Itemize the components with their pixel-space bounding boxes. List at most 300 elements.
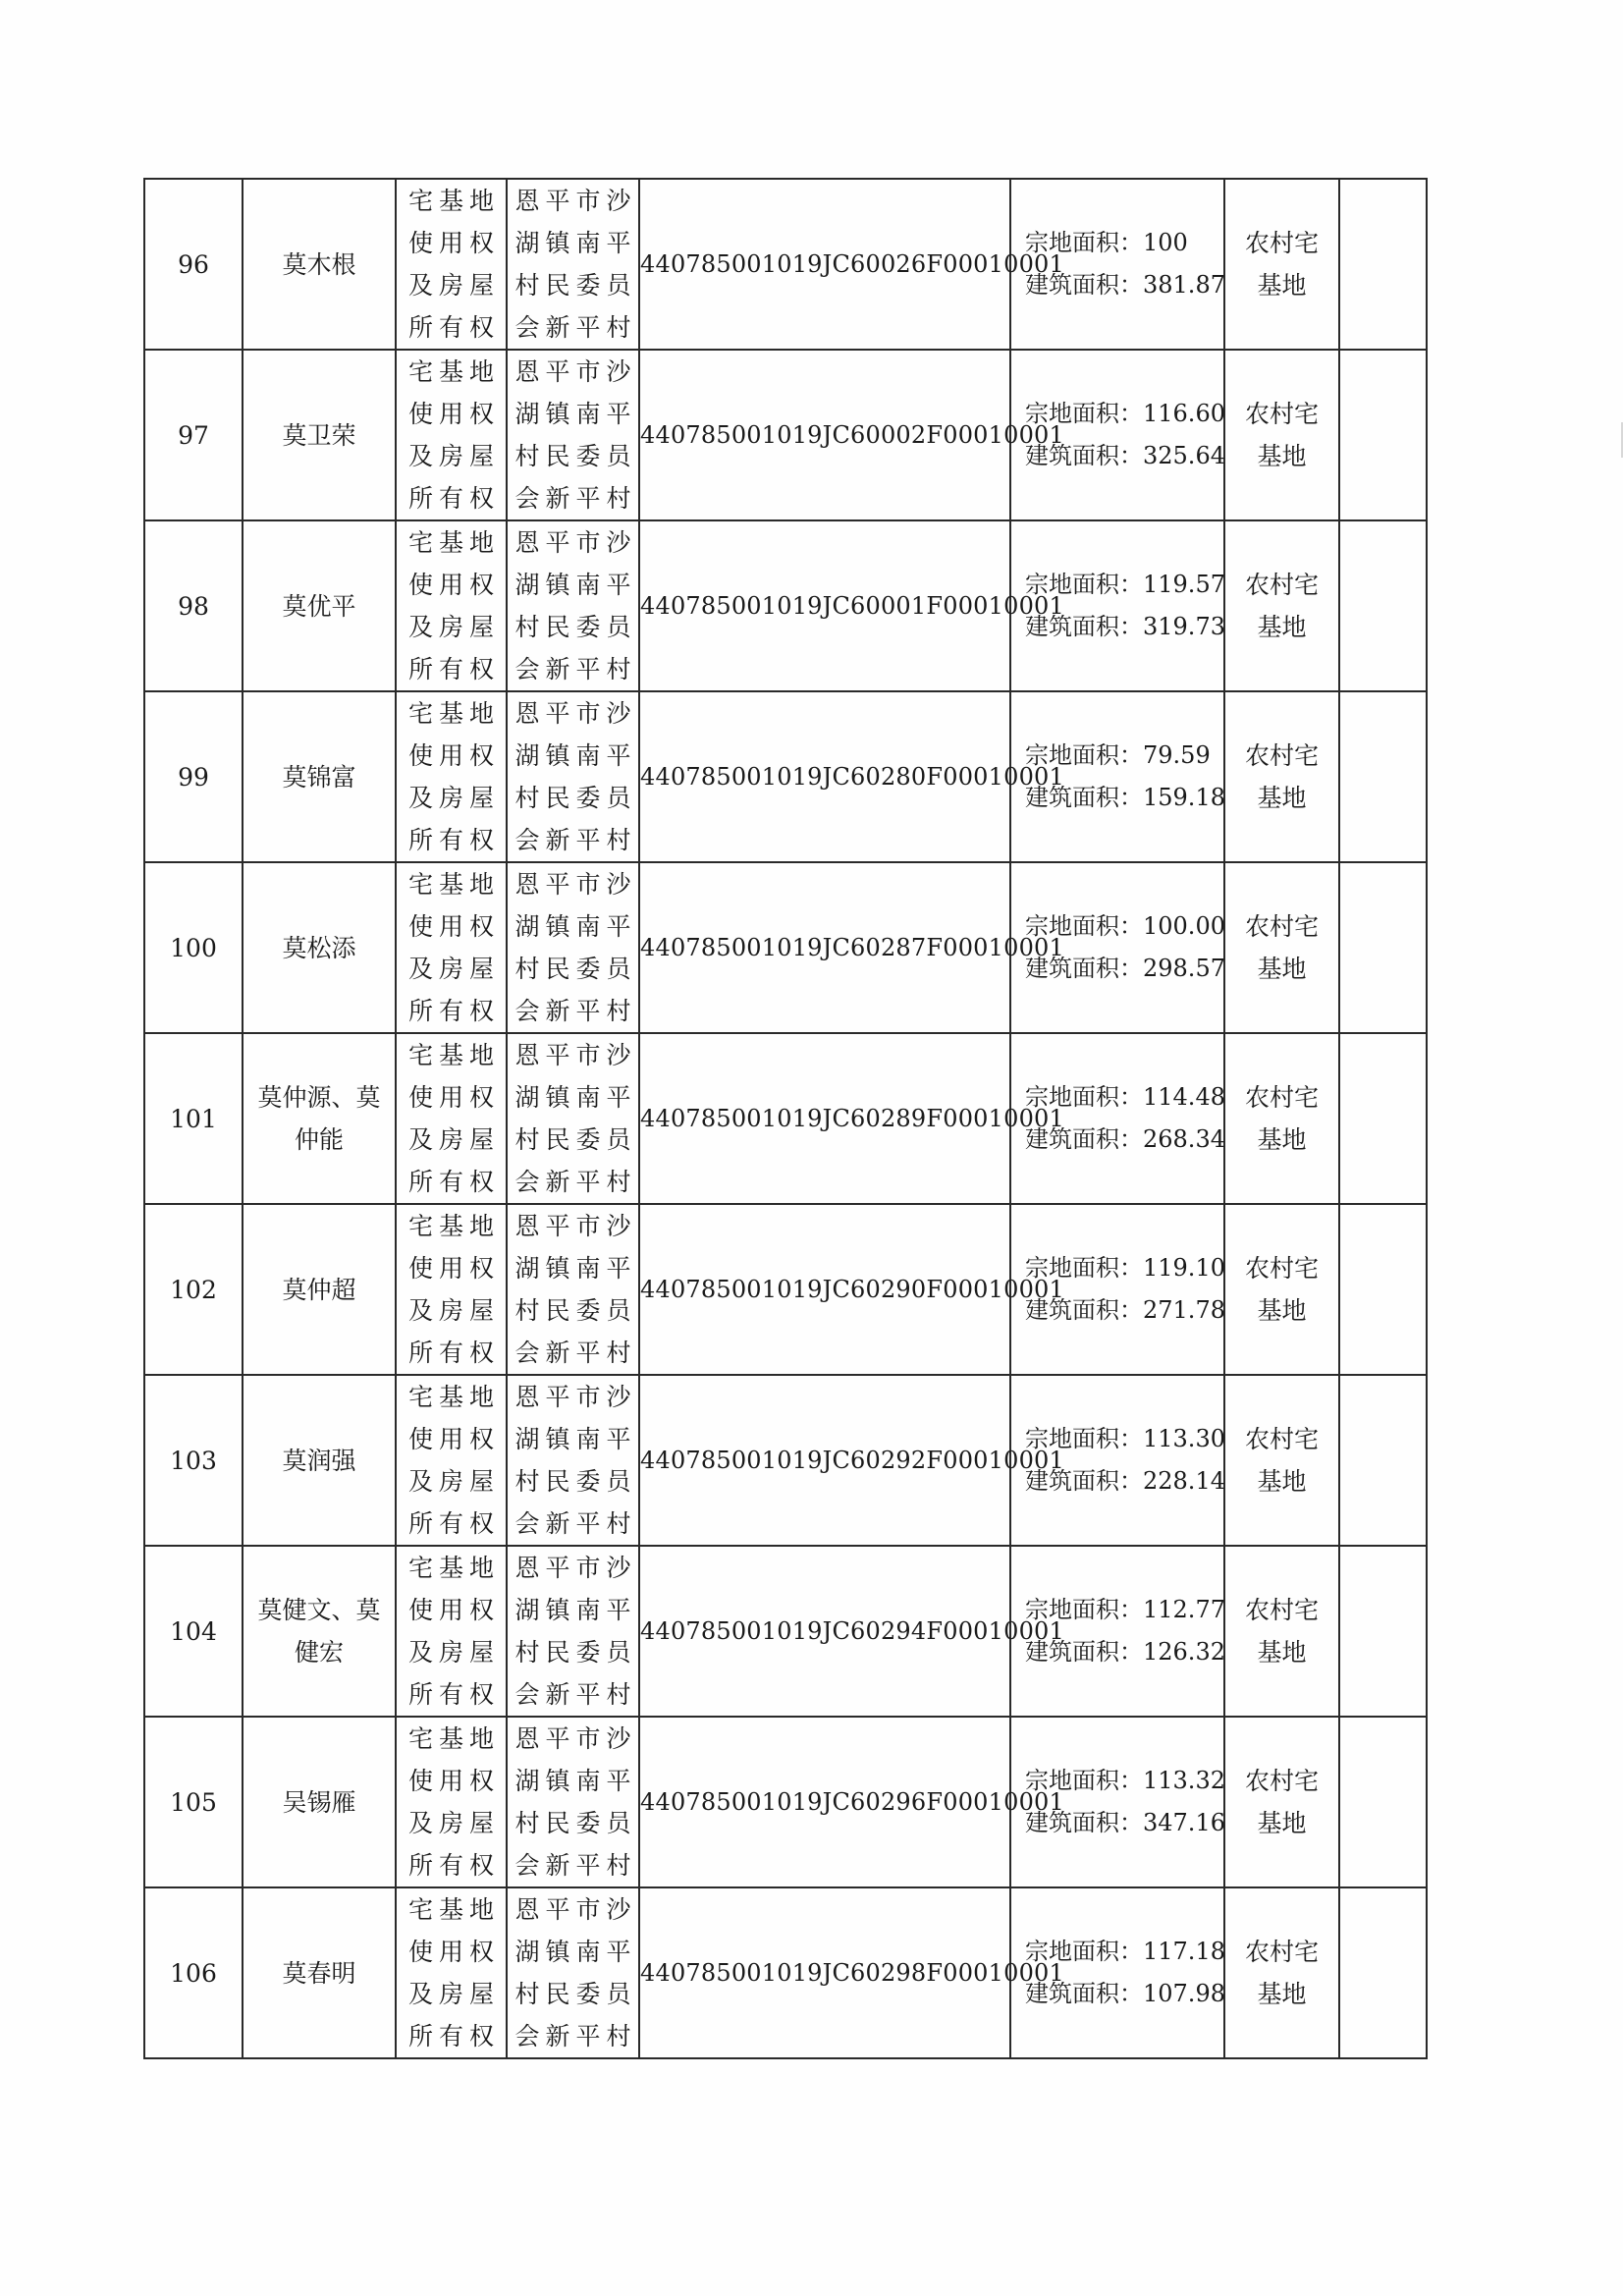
right-type-line: 及房屋 [407,442,500,470]
owner-org-line: 村民委员 [514,1125,637,1154]
owner-org [509,1888,636,2057]
area-cell [1010,1887,1224,2058]
owner-name-cell [243,520,396,691]
right-type-line: 宅基地 [407,1724,500,1753]
owner-org [509,863,636,1032]
building-area-value: 107.98 [1143,1980,1225,2007]
row-number: 103 [144,1375,243,1546]
parcel-area-line [1011,1589,1223,1631]
building-area-value: 319.73 [1143,613,1225,640]
unit-code-cell [639,1375,1064,1546]
right-type-cell [396,1375,507,1546]
remarks-cell [1339,1887,1427,2058]
land-use-cell [1224,350,1339,520]
building-area-value: 159.18 [1143,784,1225,811]
land-use-line: 农村宅 [1244,1596,1319,1624]
table-row [144,691,1427,862]
table-row [144,1375,1427,1546]
right-type [403,1888,500,2057]
owner-name-cell [243,1887,396,2058]
table-row [144,1546,1427,1717]
owner-org-cell [507,691,639,862]
owner-name: 莫仲超 [282,1275,356,1304]
owner-org-line: 会新平村 [514,1509,637,1538]
right-type-line: 使用权 [407,400,500,428]
owner-org-line: 会新平村 [514,997,637,1025]
owner-name: 莫优平 [282,591,356,621]
owner-org-line: 村民委员 [514,1809,637,1837]
right-type-cell [396,1033,507,1204]
owner-org-line: 会新平村 [514,1851,637,1880]
land-use-cell [1224,1204,1339,1375]
unit-code: 440785001019JC60298F00010001 [640,1959,1064,1987]
remarks-cell [1339,1033,1427,1204]
table-row [144,1204,1427,1375]
land-use-cell [1224,1887,1339,2058]
parcel-area-line [1011,905,1223,948]
parcel-area-value: 79.59 [1143,741,1211,769]
property-register-table [143,178,1428,2059]
right-type-line: 及房屋 [407,1980,500,2008]
building-area-value: 347.16 [1143,1809,1225,1836]
owner-org-line: 恩平市沙 [514,1724,637,1753]
right-type-cell [396,179,507,350]
table-row [144,1887,1427,2058]
table-row [144,1717,1427,1887]
right-type-line: 使用权 [407,571,500,599]
right-type [403,1034,500,1203]
right-type-line: 及房屋 [407,784,500,812]
building-area-line [1011,1973,1223,2015]
owner-org [509,1718,636,1886]
remarks-cell [1339,520,1427,691]
parcel-area-label: 宗地面积： [1025,1083,1143,1111]
parcel-area-value: 117.18 [1143,1938,1225,1965]
owner-name-cell [243,862,396,1033]
land-use-line: 农村宅 [1244,1938,1319,1966]
area-cell [1010,1204,1224,1375]
building-area-label: 建筑面积： [1025,1980,1143,2007]
right-type [403,863,500,1032]
parcel-area-value: 116.60 [1143,400,1225,427]
land-use-line: 基地 [1257,1809,1307,1837]
right-type-line: 所有权 [407,1851,500,1880]
building-area-value: 381.87 [1143,271,1225,299]
land-use-cell [1224,179,1339,350]
owner-name-cell [243,1204,396,1375]
owner-org-line: 村民委员 [514,442,637,470]
owner-org-cell [507,350,639,520]
owner-org-line: 会新平村 [514,2022,637,2050]
owner-name: 莫仲源、莫仲能 [257,1083,381,1154]
right-type-line: 及房屋 [407,1296,500,1325]
building-area-value: 271.78 [1143,1296,1225,1324]
owner-org-cell [507,1717,639,1887]
owner-org-line: 会新平村 [514,1680,637,1709]
right-type-line: 宅基地 [407,1895,500,1924]
unit-code-cell [639,862,1064,1033]
owner-org [509,1034,636,1203]
right-type-line: 使用权 [407,912,500,941]
owner-org-line: 村民委员 [514,1467,637,1496]
right-type-line: 宅基地 [407,1041,500,1069]
land-use-line: 基地 [1257,1296,1307,1325]
parcel-area-label: 宗地面积： [1025,400,1143,427]
building-area-label: 建筑面积： [1025,1467,1143,1495]
right-type-line: 及房屋 [407,613,500,641]
owner-org-line: 湖镇南平 [514,571,637,599]
owner-name-cell [243,1033,396,1204]
parcel-area-value: 113.32 [1143,1767,1225,1794]
land-use-line: 基地 [1257,955,1307,983]
owner-org-line: 湖镇南平 [514,1425,637,1453]
land-use-cell [1224,1546,1339,1717]
land-use-line: 基地 [1257,271,1307,300]
owner-org-line: 湖镇南平 [514,1254,637,1283]
table-body [144,179,1427,2058]
remarks-cell [1339,691,1427,862]
building-area-line [1011,606,1223,648]
land-use-line: 农村宅 [1244,571,1319,599]
building-area-label: 建筑面积： [1025,1638,1143,1666]
owner-org-cell [507,1204,639,1375]
row-number: 105 [144,1717,243,1887]
unit-code-cell [639,1204,1064,1375]
owner-org-line: 村民委员 [514,784,637,812]
parcel-area-line [1011,1076,1223,1119]
owner-org-line: 村民委员 [514,1296,637,1325]
owner-org [509,180,636,349]
unit-code-cell [639,520,1064,691]
right-type [403,692,500,861]
parcel-area-line [1011,564,1223,606]
area-cell [1010,1717,1224,1887]
owner-name: 莫春明 [282,1958,356,1988]
parcel-area-line [1011,1760,1223,1802]
owner-org-line: 湖镇南平 [514,1767,637,1795]
owner-org [509,521,636,690]
building-area-value: 228.14 [1143,1467,1225,1495]
parcel-area-line [1011,1931,1223,1973]
row-number: 96 [144,179,243,350]
unit-code: 440785001019JC60292F00010001 [640,1447,1064,1474]
unit-code-cell [639,179,1064,350]
right-type-line: 宅基地 [407,528,500,557]
right-type-line: 使用权 [407,1767,500,1795]
owner-org-line: 湖镇南平 [514,229,637,257]
owner-org-line: 恩平市沙 [514,1554,637,1582]
land-use-line: 农村宅 [1244,1083,1319,1112]
right-type-line: 宅基地 [407,1212,500,1240]
unit-code: 440785001019JC60026F00010001 [640,250,1064,278]
building-area-line [1011,1460,1223,1503]
right-type [403,351,500,519]
parcel-area-label: 宗地面积： [1025,229,1143,256]
parcel-area-line [1011,735,1223,777]
right-type-line: 及房屋 [407,1809,500,1837]
right-type [403,1205,500,1374]
owner-org-cell [507,1033,639,1204]
parcel-area-value: 100 [1143,229,1188,256]
right-type-cell [396,691,507,862]
row-number: 100 [144,862,243,1033]
building-area-label: 建筑面积： [1025,1809,1143,1836]
parcel-area-value: 114.48 [1143,1083,1225,1111]
parcel-area-label: 宗地面积： [1025,1938,1143,1965]
right-type-line: 及房屋 [407,1467,500,1496]
right-type-line: 宅基地 [407,1383,500,1411]
right-type-line: 使用权 [407,1083,500,1112]
row-number: 102 [144,1204,243,1375]
owner-org [509,351,636,519]
owner-org-line: 村民委员 [514,955,637,983]
unit-code-cell [639,1717,1064,1887]
land-use-line: 基地 [1257,1467,1307,1496]
remarks-cell [1339,179,1427,350]
owner-name: 莫锦富 [282,762,356,792]
land-use-line: 农村宅 [1244,912,1319,941]
building-area-value: 126.32 [1143,1638,1225,1666]
right-type-line: 所有权 [407,313,500,342]
table-row [144,350,1427,520]
land-use-line: 农村宅 [1244,229,1319,257]
unit-code: 440785001019JC60289F00010001 [640,1105,1064,1132]
remarks-cell [1339,350,1427,520]
right-type-line: 宅基地 [407,870,500,899]
row-number: 106 [144,1887,243,2058]
owner-org [509,1205,636,1374]
right-type-line: 所有权 [407,1680,500,1709]
right-type-line: 使用权 [407,1596,500,1624]
unit-code: 440785001019JC60287F00010001 [640,934,1064,961]
owner-name: 莫润强 [282,1446,356,1475]
row-number: 97 [144,350,243,520]
table-row [144,862,1427,1033]
parcel-area-value: 100.00 [1143,912,1225,940]
owner-org-line: 会新平村 [514,655,637,683]
owner-org-line: 湖镇南平 [514,1596,637,1624]
land-use-line: 基地 [1257,784,1307,812]
right-type-line: 所有权 [407,655,500,683]
building-area-value: 298.57 [1143,955,1225,982]
owner-name-cell [243,350,396,520]
right-type-line: 所有权 [407,1339,500,1367]
owner-org-cell [507,179,639,350]
land-use-line: 基地 [1257,1980,1307,2008]
owner-name-cell [243,691,396,862]
right-type-cell [396,520,507,691]
owner-org-cell [507,520,639,691]
row-number: 98 [144,520,243,691]
right-type [403,521,500,690]
right-type-cell [396,1887,507,2058]
area-cell [1010,350,1224,520]
area-cell [1010,179,1224,350]
unit-code: 440785001019JC60294F00010001 [640,1617,1064,1645]
building-area-line [1011,1631,1223,1673]
building-area-line [1011,264,1223,306]
owner-org-line: 会新平村 [514,313,637,342]
parcel-area-line [1011,393,1223,435]
unit-code-cell [639,1887,1064,2058]
land-use-cell [1224,1033,1339,1204]
right-type-line: 使用权 [407,229,500,257]
right-type-line: 及房屋 [407,1125,500,1154]
owner-org-line: 村民委员 [514,1638,637,1667]
owner-name: 莫卫荣 [282,420,356,450]
table-row [144,179,1427,350]
right-type-cell [396,1546,507,1717]
land-use-line: 农村宅 [1244,1425,1319,1453]
area-cell [1010,862,1224,1033]
land-use-line: 基地 [1257,613,1307,641]
right-type-line: 使用权 [407,1425,500,1453]
owner-org-line: 会新平村 [514,1168,637,1196]
land-use-line: 农村宅 [1244,741,1319,770]
owner-org-line: 恩平市沙 [514,187,637,215]
right-type-cell [396,1717,507,1887]
owner-org-cell [507,862,639,1033]
area-cell [1010,520,1224,691]
building-area-label: 建筑面积： [1025,955,1143,982]
building-area-label: 建筑面积： [1025,271,1143,299]
owner-org-line: 湖镇南平 [514,1938,637,1966]
owner-org-line: 恩平市沙 [514,528,637,557]
land-use-cell [1224,520,1339,691]
parcel-area-value: 119.10 [1143,1254,1225,1282]
right-type-line: 宅基地 [407,357,500,386]
right-type [403,1547,500,1716]
owner-org-line: 恩平市沙 [514,1895,637,1924]
land-use-line: 农村宅 [1244,400,1319,428]
building-area-line [1011,1802,1223,1844]
building-area-line [1011,1289,1223,1332]
area-cell [1010,1033,1224,1204]
building-area-label: 建筑面积： [1025,613,1143,640]
right-type [403,1718,500,1886]
table-row [144,520,1427,691]
owner-org-line: 村民委员 [514,271,637,300]
owner-org-line: 湖镇南平 [514,400,637,428]
building-area-label: 建筑面积： [1025,1125,1143,1153]
building-area-label: 建筑面积： [1025,442,1143,469]
building-area-line [1011,777,1223,819]
parcel-area-value: 119.57 [1143,571,1225,598]
building-area-line [1011,435,1223,477]
owner-org-line: 恩平市沙 [514,870,637,899]
parcel-area-label: 宗地面积： [1025,1767,1143,1794]
owner-org-cell [507,1375,639,1546]
land-use-cell [1224,1375,1339,1546]
land-use-line: 农村宅 [1244,1767,1319,1795]
right-type-line: 所有权 [407,484,500,513]
row-number: 99 [144,691,243,862]
row-number: 101 [144,1033,243,1204]
owner-name: 莫健文、莫健宏 [257,1596,381,1667]
owner-org [509,692,636,861]
owner-org-line: 恩平市沙 [514,357,637,386]
right-type-line: 宅基地 [407,1554,500,1582]
area-cell [1010,1546,1224,1717]
owner-name-cell [243,179,396,350]
right-type-line: 使用权 [407,1938,500,1966]
table-row [144,1033,1427,1204]
parcel-area-line [1011,1247,1223,1289]
owner-org-line: 湖镇南平 [514,741,637,770]
owner-org-line: 恩平市沙 [514,1383,637,1411]
parcel-area-line [1011,1418,1223,1460]
area-cell [1010,691,1224,862]
unit-code-cell [639,1546,1064,1717]
parcel-area-value: 113.30 [1143,1425,1225,1452]
right-type-line: 宅基地 [407,187,500,215]
owner-org-line: 恩平市沙 [514,699,637,728]
right-type-line: 及房屋 [407,271,500,300]
right-type-line: 所有权 [407,997,500,1025]
parcel-area-value: 112.77 [1143,1596,1225,1623]
right-type [403,180,500,349]
parcel-area-label: 宗地面积： [1025,571,1143,598]
owner-name: 吴锡雁 [282,1787,356,1817]
owner-org-line: 会新平村 [514,484,637,513]
unit-code: 440785001019JC60001F00010001 [640,592,1064,620]
owner-org-line: 恩平市沙 [514,1212,637,1240]
right-type-line: 及房屋 [407,955,500,983]
owner-org-line: 会新平村 [514,826,637,854]
right-type-line: 使用权 [407,1254,500,1283]
land-use-line: 基地 [1257,1638,1307,1667]
unit-code-cell [639,1033,1064,1204]
right-type-line: 所有权 [407,1168,500,1196]
building-area-label: 建筑面积： [1025,1296,1143,1324]
parcel-area-label: 宗地面积： [1025,1596,1143,1623]
owner-org-cell [507,1887,639,2058]
remarks-cell [1339,1375,1427,1546]
parcel-area-label: 宗地面积： [1025,1254,1143,1282]
right-type-line: 使用权 [407,741,500,770]
owner-org [509,1376,636,1545]
remarks-cell [1339,862,1427,1033]
right-type-line: 所有权 [407,826,500,854]
row-number: 104 [144,1546,243,1717]
owner-org-line: 村民委员 [514,1980,637,2008]
owner-name-cell [243,1375,396,1546]
owner-org-line: 会新平村 [514,1339,637,1367]
unit-code: 440785001019JC60290F00010001 [640,1276,1064,1303]
owner-name: 莫松添 [282,933,356,962]
right-type-line: 及房屋 [407,1638,500,1667]
right-type-cell [396,862,507,1033]
owner-org-line: 湖镇南平 [514,1083,637,1112]
building-area-value: 268.34 [1143,1125,1225,1153]
unit-code-cell [639,691,1064,862]
parcel-area-label: 宗地面积： [1025,741,1143,769]
right-type-line: 所有权 [407,1509,500,1538]
owner-name-cell [243,1546,396,1717]
land-use-line: 基地 [1257,442,1307,470]
right-type [403,1376,500,1545]
building-area-line [1011,948,1223,990]
parcel-area-line [1011,222,1223,264]
owner-name: 莫木根 [282,249,356,279]
land-use-cell [1224,1717,1339,1887]
building-area-value: 325.64 [1143,442,1225,469]
unit-code: 440785001019JC60002F00010001 [640,421,1064,449]
remarks-cell [1339,1717,1427,1887]
right-type-cell [396,350,507,520]
land-use-cell [1224,691,1339,862]
right-type-cell [396,1204,507,1375]
